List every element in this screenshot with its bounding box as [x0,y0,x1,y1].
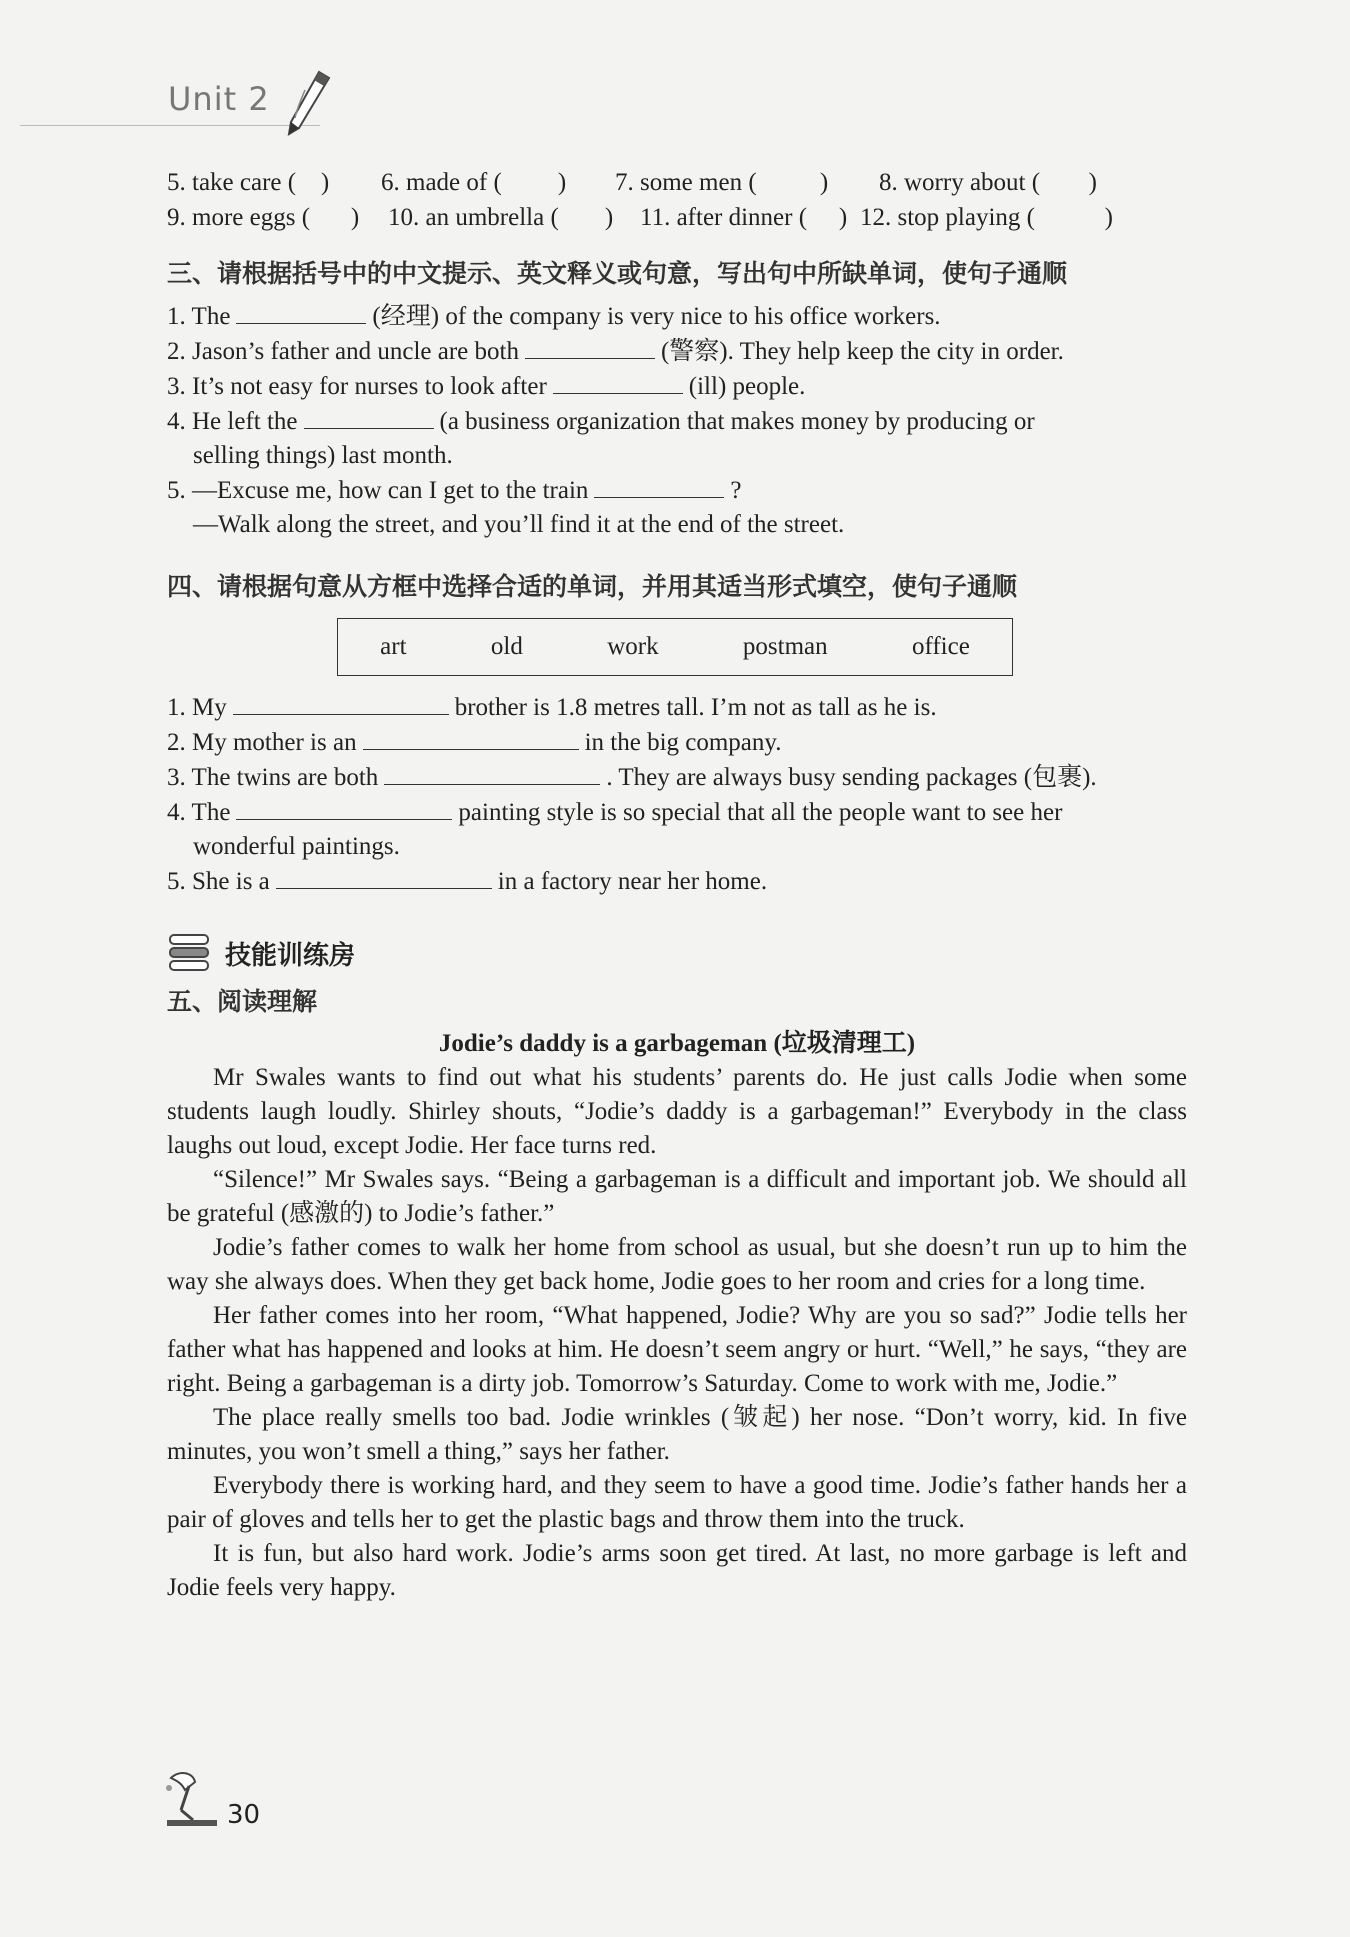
match-paren: ) [350,204,360,231]
matching-row-2 [167,200,1187,235]
passage-paragraph: Everybody there is working hard, and they seem to have a good time. Jodie’s father hands her a pair of gloves and tells her to get the plastic bags and throw them into the truck. [167,1472,1187,1533]
word-bank-item: art [380,633,407,660]
answer-blank[interactable] [525,334,655,359]
answer-blank[interactable] [236,299,366,324]
matching-exercise [167,165,1187,235]
match-item-10: 10. an umbrella ( [388,204,559,231]
word-bank-item: work [607,633,659,660]
page-footer [163,1770,260,1830]
match-item-12: 12. stop playing ( [860,204,1035,231]
match-paren: ) [320,169,330,196]
s4-item-2: 2. My mother is an in the big company. [167,725,1187,760]
passage-paragraph: Jodie’s father comes to walk her home from school as usual, but she doesn’t run up to him the way she always does. When they get back home, Jodie goes to her room and cries for a long time. [167,1234,1187,1295]
answer-blank[interactable] [304,404,434,429]
word-bank-item: old [490,633,523,660]
s4-item-3: 3. The twins are both . They are always busy sending packages (包裹). [167,760,1187,795]
match-paren: ) [838,204,848,231]
skills-label: 技能训练房 [225,940,356,971]
s3-item-4: 4. He left the (a business organization that makes money by producing or [167,404,1187,439]
answer-blank[interactable] [233,690,449,715]
match-item-6: 6. made of ( [381,169,502,196]
section-3-heading: 三、请根据括号中的中文提示、英文释义或句意，写出句中所缺单词，使句子通顺 [167,259,1068,288]
match-item-8: 8. worry about ( [879,169,1041,196]
match-paren: ) [819,169,829,196]
answer-blank[interactable] [594,473,724,498]
answer-blank[interactable] [553,369,683,394]
match-paren: ) [1104,204,1113,231]
s3-item-5: 5. —Excuse me, how can I get to the train ? [167,473,1187,508]
answer-blank[interactable] [276,864,492,889]
s3-item-2: 2. Jason’s father and uncle are both (警察). They help keep the city in order. [167,334,1187,369]
match-paren: ) [1088,169,1097,196]
section-4-items [167,690,1187,899]
match-item-9: 9. more eggs ( [167,204,311,231]
word-bank-box [337,618,1013,676]
s3-item-1: 1. The (经理) of the company is very nice to his office workers. [167,299,1187,334]
answer-blank[interactable] [363,725,579,750]
s4-item-1: 1. My brother is 1.8 metres tall. I’m not as tall as he is. [167,690,1187,725]
reading-passage [167,1061,1187,1605]
page-content [167,165,1187,1605]
word-bank-item: postman [742,633,828,660]
match-paren: ) [557,169,567,196]
page-number: 30 [227,1800,261,1830]
page-header [20,70,320,126]
passage-paragraph: The place really smells too bad. Jodie wrinkles (皱起) her nose. “Don’t worry, kid. In five minutes, you won’t smell a thing,” says her father. [167,1404,1187,1465]
unit-title: Unit 2 [168,80,270,118]
answer-blank[interactable] [384,760,600,785]
desk-lamp-icon [163,1770,221,1830]
match-item-11: 11. after dinner ( [640,204,808,231]
matching-row-1 [167,165,1187,200]
match-paren: ) [604,204,614,231]
passage-paragraph: Mr Swales wants to find out what his students’ parents do. He just calls Jodie when some students laugh loudly. Shirley shouts, “Jodie’s daddy is a garbageman!” Everybody in the class laughs out loud, except Jodie. Her face turns red. [167,1064,1187,1159]
match-item-5: 5. take care ( [167,169,297,196]
s3-item-3: 3. It’s not easy for nurses to look after (ill) people. [167,369,1187,404]
s4-item-4: 4. The painting style is so special that all the people want to see her [167,795,1187,830]
reading-title: Jodie’s daddy is a garbageman (垃圾清理工) [438,1030,916,1057]
word-bank-item: office [911,633,970,660]
section-3-items [167,299,1187,542]
match-item-7: 7. some men ( [615,169,757,196]
s4-item-5: 5. She is a in a factory near her home. [167,864,1187,899]
answer-blank[interactable] [236,795,452,820]
pen-icon [275,70,335,138]
passage-paragraph: Her father comes into her room, “What happened, Jodie? Why are you so sad?” Jodie tells her father what has happened and looks at him. He doesn’t seem angry or hurt. “Well,” he says, “they are right. Being a garbageman is a dirty job. Tomorrow’s Saturday. Come to work with me, Jodie.” [167,1302,1187,1397]
s4-item-4-cont: wonderful paintings. [193,833,400,860]
passage-paragraph: It is fun, but also hard work. Jodie’s arms soon get tired. At last, no more garbage is left and Jodie feels very happy. [167,1540,1187,1601]
skills-section-banner [167,929,1187,977]
section-5-heading: 五、阅读理解 [167,987,318,1016]
passage-paragraph: “Silence!” Mr Swales says. “Being a garbageman is a difficult and important job. We should all be grateful (感激的) to Jodie’s father.” [167,1166,1187,1227]
section-4-heading: 四、请根据句意从方框中选择合适的单词，并用其适当形式填空，使句子通顺 [167,572,1018,601]
s3-item-5-reply: —Walk along the street, and you’ll find it at the end of the street. [193,511,845,538]
s3-item-4-cont: selling things) last month. [193,442,453,469]
stacked-books-icon [167,931,213,975]
